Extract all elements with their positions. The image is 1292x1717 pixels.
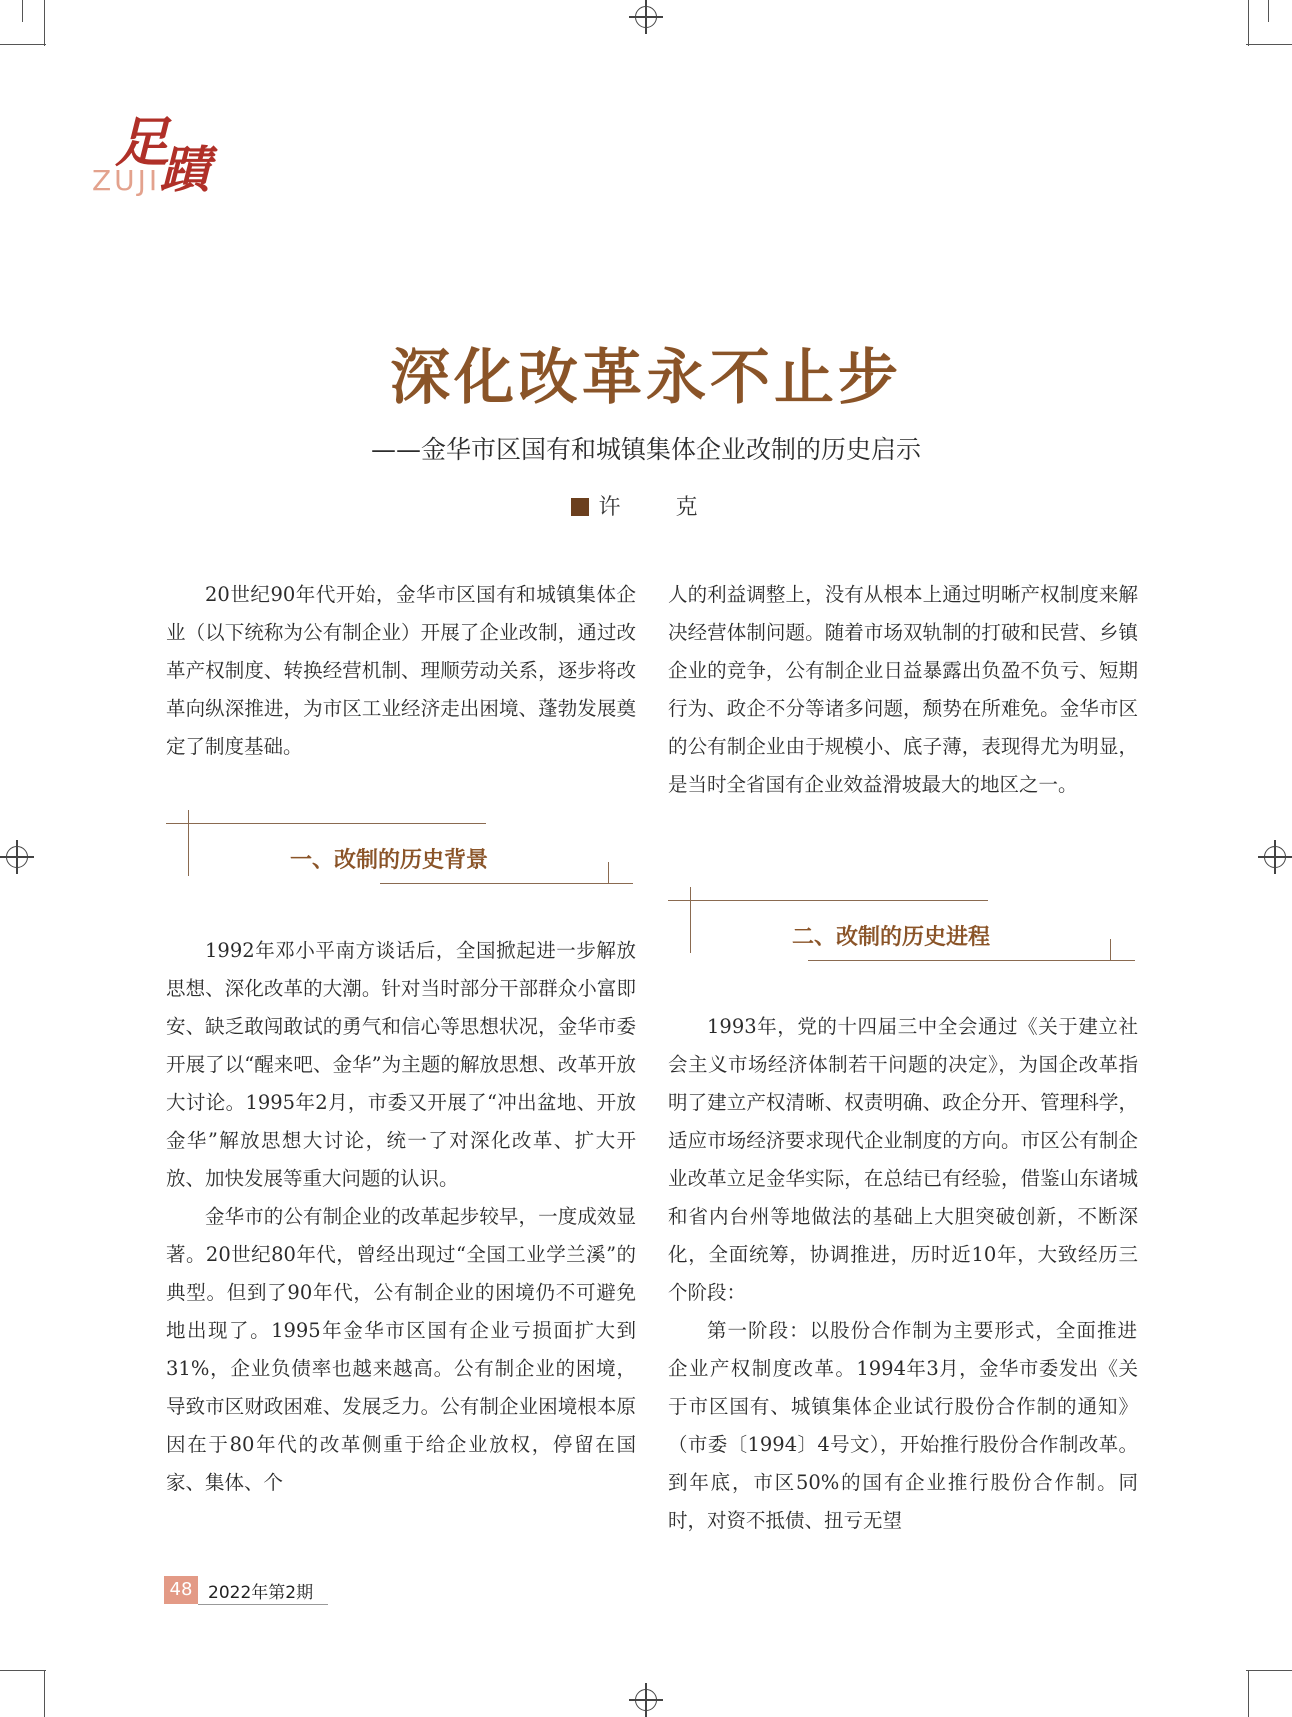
registration-mark-left — [0, 840, 34, 874]
section2-rule-left — [690, 887, 691, 953]
author-name: 许 克 — [598, 495, 722, 520]
crop-mark-tr-h — [1246, 44, 1292, 45]
crop-mark-tr-v2 — [1268, 0, 1269, 22]
crop-mark-br-v — [1248, 1670, 1249, 1717]
crop-mark-tl-v2 — [22, 0, 23, 22]
intro-paragraph: 20世纪90年代开始，金华市区国有和城镇集体企业（以下统称为公有制企业）开展了企业改制，通过改革产权制度、转换经营机制、理顺劳动关系，逐步将改革向纵深推进，为市区工业经济走出困境、蓬勃发展奠定了制度基础。 — [166, 583, 636, 758]
left-column-body — [166, 932, 636, 1502]
crop-mark-br-h — [1246, 1670, 1292, 1671]
section2-paragraph-1: 1993年，党的十四届三中全会通过《关于建立社会主义市场经济体制若干问题的决定》，为国企改革指明了建立产权清晰、权责明确、政企分开、管理科学，适应市场经济要求现代企业制度的方向。市区公有制企业改革立足金华实际，在总结已有经验，借鉴山东诸城和省内台州等地做法的基础上大胆突破创新，不断深化，全面统筹，协调推进，历时近10年，大致经历三个阶段： — [668, 1015, 1138, 1304]
section1-paragraph-1: 1992年邓小平南方谈话后，全国掀起进一步解放思想、深化改革的大潮。针对当时部分干部群众小富即安、缺乏敢闯敢试的勇气和信心等思想状况，金华市委开展了以“醒来吧、金华”为主题的解放思想、改革开放大讨论。1995年2月，市委又开展了“冲出盆地、开放金华”解放思想大讨论，统一了对深化改革、扩大开放、加快发展等重大问题的认识。 — [166, 939, 636, 1190]
crop-mark-tr-v — [1248, 0, 1249, 46]
section2-heading: 二、改制的历史进程 — [792, 925, 991, 950]
logo-latin: ZUJI — [92, 164, 161, 197]
article-subtitle: ——金华市区国有和城镇集体企业改制的历史启示 — [370, 435, 921, 464]
footer-rule — [198, 1604, 328, 1605]
section1-rule-right — [608, 862, 609, 884]
section1-rule-top — [166, 823, 486, 824]
author-line — [0, 490, 1292, 521]
article-title: 深化改革永不止步 — [390, 343, 902, 413]
crop-mark-tl-h — [0, 44, 46, 45]
registration-mark-right — [1258, 840, 1292, 874]
crop-mark-bl-v — [44, 1670, 45, 1717]
continued-paragraph: 人的利益调整上，没有从根本上通过明晰产权制度来解决经营体制问题。随着市场双轨制的打破和民营、乡镇企业的竞争，公有制企业日益暴露出负盈不负亏、短期行为、政企不分等诸多问题，颓势在所难免。金华市区的公有制企业由于规模小、底子薄，表现得尤为明显，是当时全省国有企业效益滑坡最大的地区之一。 — [668, 583, 1138, 796]
registration-mark-bottom — [629, 1683, 663, 1717]
section2-rule-bottom — [808, 960, 1135, 961]
section1-heading: 一、改制的历史背景 — [290, 848, 489, 873]
author-square-icon — [571, 498, 589, 516]
issue-label: 2022年第2期 — [208, 1583, 314, 1603]
section2-rule-top — [668, 900, 988, 901]
section1-rule-bottom — [380, 883, 633, 884]
right-column-top — [668, 576, 1138, 804]
section1-paragraph-2: 金华市的公有制企业的改革起步较早，一度成效显著。20世纪80年代，曾经出现过“全国工业学兰溪”的典型。但到了90年代，公有制企业的困境仍不可避免地出现了。1995年金华市区国有企业亏损面扩大到31%，企业负债率也越来越高。公有制企业的困境，导致市区财政困难、发展乏力。公有制企业困境根本原因在于80年代的改革侧重于给企业放权，停留在国家、集体、个 — [166, 1205, 636, 1494]
logo-char-ji: 蹟 — [160, 140, 210, 199]
crop-mark-bl-h — [0, 1670, 46, 1671]
left-column-intro — [166, 576, 636, 766]
logo-char-zu: 足 — [115, 110, 169, 174]
crop-mark-tl-v — [44, 0, 45, 46]
section2-paragraph-2 — [668, 1312, 1138, 1540]
stage1-text: 1994年3月，金华市委发出《关于市区国有、城镇集体企业试行股份合作制的通知》（市委〔1994〕4号文），开始推行股份合作制改革。到年底，市区50%的国有企业推行股份合作制。同时，对资不抵债、扭亏无望 — [668, 1357, 1138, 1532]
section2-rule-right — [1110, 939, 1111, 961]
page-number: 48 — [164, 1576, 198, 1604]
right-column-body — [668, 1008, 1138, 1540]
section1-rule-left — [188, 810, 189, 876]
registration-mark-top — [629, 0, 663, 34]
stage1-title: 第一阶段：以股份合作制为主要形式，全面推进企业产权制度改革。 — [668, 1319, 1138, 1380]
